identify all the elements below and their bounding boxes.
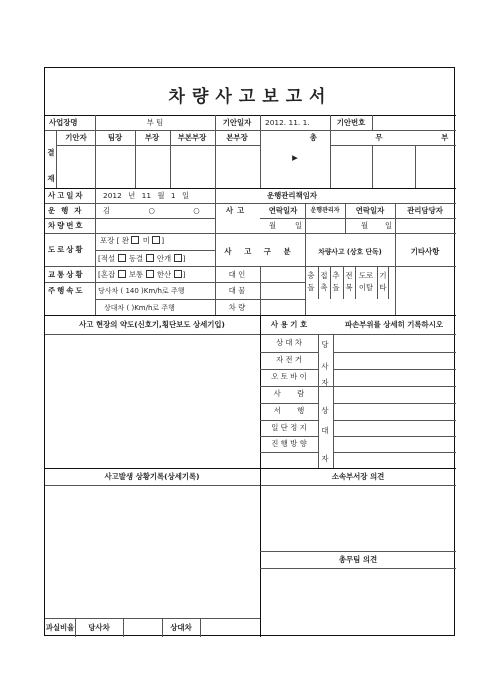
category-property: 대 물 [228,286,246,295]
legend-motorcycle: 오 토 바 이 [271,372,307,381]
contact-day-unit: 일 [295,221,303,230]
damage-own-2: 사 [321,362,329,371]
car-number-label: 차량번호 [48,221,85,230]
general-opinion-area[interactable] [265,572,451,632]
type-rollover-2: 복 [345,283,353,292]
dept-opinion-label: 소속부서장 의견 [331,472,385,481]
driver-value[interactable]: 김 ○ ○ [103,206,200,215]
type-collision-2: 돌 [307,283,315,292]
speed-label: 주행속도 [48,286,85,295]
approval-label: 결재 [47,148,55,183]
damage-label: 파손부위를 상세히 기록하시오 [345,320,443,329]
legend-bicycle: 자 전 거 [275,355,303,364]
road-condition-label: 도로상황 [48,245,85,254]
road-frozen-text: 동결 [128,254,144,263]
accident-date-label: 사고일자 [48,191,85,200]
draft-date-label: 기안일자 [222,118,252,127]
damage-own-3: 자 [321,378,329,387]
speed-other-value[interactable]: 상대차 ( )Km/h로 주행 [104,304,175,312]
contact-month-unit: 월 [269,221,277,230]
legend-other-car: 상 대 차 [275,338,303,347]
road-paved-text: 포장 [ 완 [100,236,130,245]
traffic-light-checkbox[interactable] [174,270,182,278]
speed-own-value[interactable]: 당사차 ( 140 )Km/h로 주행 [98,287,185,295]
road-frozen-checkbox[interactable] [146,254,154,262]
category-person: 대 인 [228,270,246,279]
type-road-exit-2: 이탈 [358,283,374,292]
approval-col-head: 본부장 [226,133,248,142]
damage-own-1: 당 [321,340,329,349]
road-snow-text: [적설 [98,254,116,263]
other-notes-label: 기타사항 [410,247,440,256]
approval-col-manager: 부장 [144,133,160,142]
road-fog-checkbox[interactable] [174,254,182,262]
legend-direction: 진 행 방 향 [271,439,307,448]
type-rear-2: 돌 [332,283,340,292]
page-title: 차량사고보고서 [168,87,333,107]
draft-date-value[interactable]: 2012. 11. 1. [265,118,310,127]
arrow-right-icon: ▶ [292,153,298,162]
traffic-condition-label: 교통상황 [48,270,85,279]
fault-other-label: 상대차 [170,623,192,632]
car-number-value[interactable] [100,221,210,231]
category-label: 사 고 구 분 [224,247,296,256]
road-incomplete-checkbox[interactable] [152,236,160,244]
traffic-row: [혼잡 보통 한산 ] [98,270,186,279]
scene-sketch-label: 사고 현장의 약도(신호기,횡단보도 상세기입) [79,320,225,329]
type-road-exit-1: 도로 [358,271,374,280]
road-paved-row: 포장 [ 완 미 ] [100,236,165,245]
type-contact-2: 촉 [320,283,328,292]
traffic-busy-text: [혼잡 [98,270,116,279]
contact-month-unit-2: 월 [361,221,369,230]
type-rollover-1: 전 [345,271,353,280]
driver-label: 운행자 [48,206,88,215]
damage-other-3: 자 [321,454,329,463]
general-opinion-label: 총무팀 의견 [338,555,378,564]
site-label: 사업장명 [49,118,78,127]
contact-date-label: 연락일자 [268,206,298,215]
dept-opinion-area[interactable] [265,489,451,547]
general-affairs-label: 총 무 부 [309,133,477,142]
road-weather-row: [적설 동결 안개 ] [98,254,186,263]
damage-other-1: 상 [321,406,329,415]
situation-text-area[interactable] [49,489,255,613]
road-snow-checkbox[interactable] [118,254,126,262]
road-fog-text: 안개 [156,254,172,263]
type-other-1: 기 [379,271,387,280]
accident-date-value[interactable]: 2012 년 11 월 1 일 [103,191,190,200]
accident-mgmt-label: 사고 [225,206,249,215]
legend-person: 사 람 [273,389,305,398]
type-contact-1: 접 [320,271,328,280]
damage-other-2: 대 [321,426,329,435]
fault-other-value[interactable] [203,623,257,633]
legend-stop: 일 단 정 지 [271,423,307,432]
operation-manager-label: 운행관리자 [310,207,340,214]
road-incomplete-text: 미 [142,236,150,245]
handler-label: 관리담당자 [407,206,443,215]
fault-own-value[interactable] [126,623,159,633]
approval-col-deputy-head: 부본부장 [177,133,207,142]
type-rear-1: 추 [332,271,340,280]
doc-number-value[interactable] [377,118,452,128]
type-other-2: 타 [379,283,387,292]
traffic-light-text: 한산 [156,270,172,279]
site-value[interactable]: 부 팀 [146,118,164,127]
scene-sketch-area[interactable] [49,338,255,464]
traffic-normal-text: 보통 [128,270,144,279]
approval-col-team-lead: 팀장 [107,133,123,142]
responsible-person-label: 운행관리책임자 [267,191,317,200]
legend-slow: 서 행 [273,406,305,415]
contact-day-unit-2: 일 [385,221,393,230]
fault-ratio-label: 과실비율 [45,623,75,632]
fault-own-label: 당사차 [88,623,110,632]
approval-col-drafter: 기안자 [65,133,87,142]
contact-date-label-2: 연락일자 [355,206,385,215]
traffic-normal-checkbox[interactable] [146,270,154,278]
situation-label: 사고발생 상황기록(상세기록) [104,472,200,481]
doc-number-label: 기안번호 [336,118,366,127]
road-complete-checkbox[interactable] [131,236,139,244]
type-collision-1: 충 [307,271,315,280]
single-accident-label: 차량사고 (상호 단독) [318,248,382,256]
accident-report-form [44,67,477,636]
traffic-busy-checkbox[interactable] [118,270,126,278]
legend-label: 사 용 기 호 [270,320,308,329]
category-vehicle: 차 량 [228,303,246,312]
